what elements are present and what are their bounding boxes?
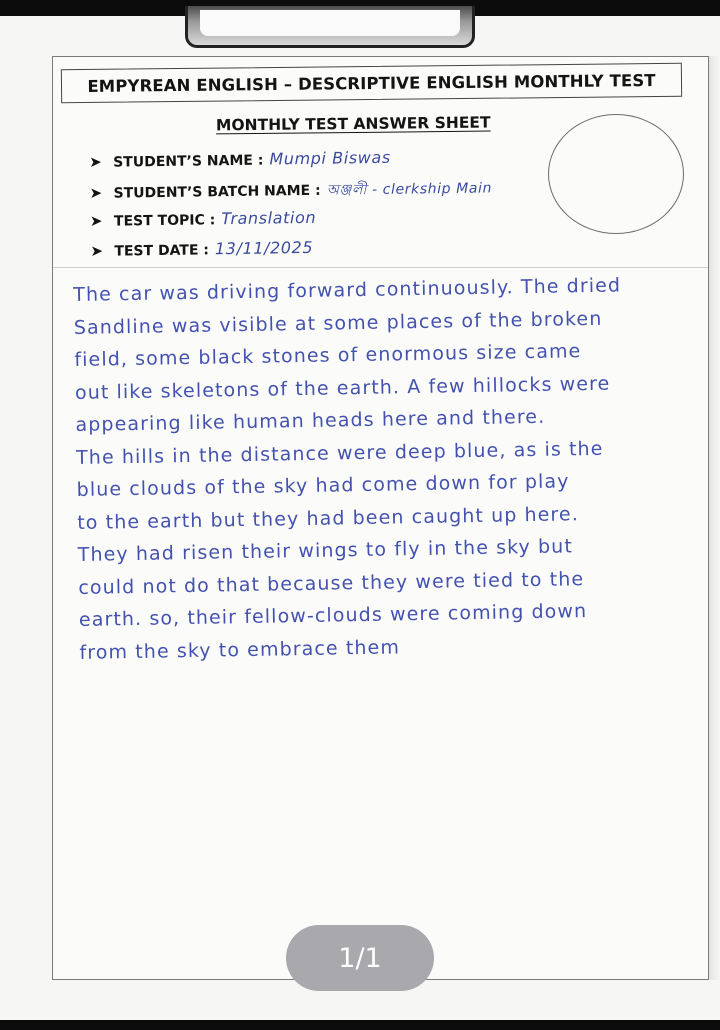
header-divider — [53, 267, 708, 268]
answer-line: out like skeletons of the earth. A few hillocks were — [74, 372, 611, 404]
field-value: 13/11/2025 — [214, 237, 314, 258]
answer-line: from the sky to embrace them — [79, 635, 401, 664]
sheet-subtitle: MONTHLY TEST ANSWER SHEET — [215, 113, 491, 135]
field-value: Mumpi Biswas — [269, 147, 391, 169]
handwritten-answer — [73, 268, 695, 669]
field-label: TEST DATE : — [114, 241, 210, 260]
field-value: অঞ্জলী - clerkship Main — [326, 179, 493, 199]
field-label: STUDENT’S BATCH NAME : — [113, 182, 321, 202]
arrow-bullet-icon: ➤ — [89, 152, 102, 171]
answer-line: field, some black stones of enormous size came — [74, 340, 582, 371]
field-test-date — [90, 234, 560, 270]
page-indicator: 1/1 — [286, 925, 434, 991]
field-label: STUDENT’S NAME : — [113, 152, 264, 171]
arrow-bullet-icon: ➤ — [89, 211, 103, 230]
answer-line: could not do that because they were tied to the — [78, 567, 585, 599]
arrow-bullet-icon: ➤ — [90, 241, 104, 260]
answer-line: blue clouds of the sky had come down for play — [76, 470, 570, 501]
answer-line: The car was driving forward continuously. The dried — [73, 274, 622, 306]
answer-line: Sandline was visible at some places of the broken — [73, 307, 603, 339]
answer-line: earth. so, their fellow-clouds were coming down — [78, 600, 588, 631]
field-label: TEST TOPIC : — [113, 212, 216, 230]
sheet-title: EMPYREAN ENGLISH – DESCRIPTIVE ENGLISH MONTHLY TEST — [61, 63, 682, 104]
answer-line: to the earth but they had been caught up here. — [77, 502, 580, 534]
student-fields — [89, 145, 561, 270]
answer-sheet — [52, 56, 709, 980]
answer-line: They had risen their wings to fly in the sky but — [77, 535, 574, 566]
answer-line: appearing like human heads here and there. — [75, 405, 546, 436]
clipboard-clip — [185, 6, 475, 48]
arrow-bullet-icon: ➤ — [89, 183, 103, 202]
sheet-edge-shadow — [709, 56, 720, 980]
field-value: Translation — [221, 207, 317, 229]
bottom-bar — [0, 1020, 720, 1030]
clipboard-clip-inner — [200, 10, 460, 36]
answer-line: The hills in the distance were deep blue, as is the — [75, 437, 604, 469]
photo-circle — [548, 114, 684, 234]
